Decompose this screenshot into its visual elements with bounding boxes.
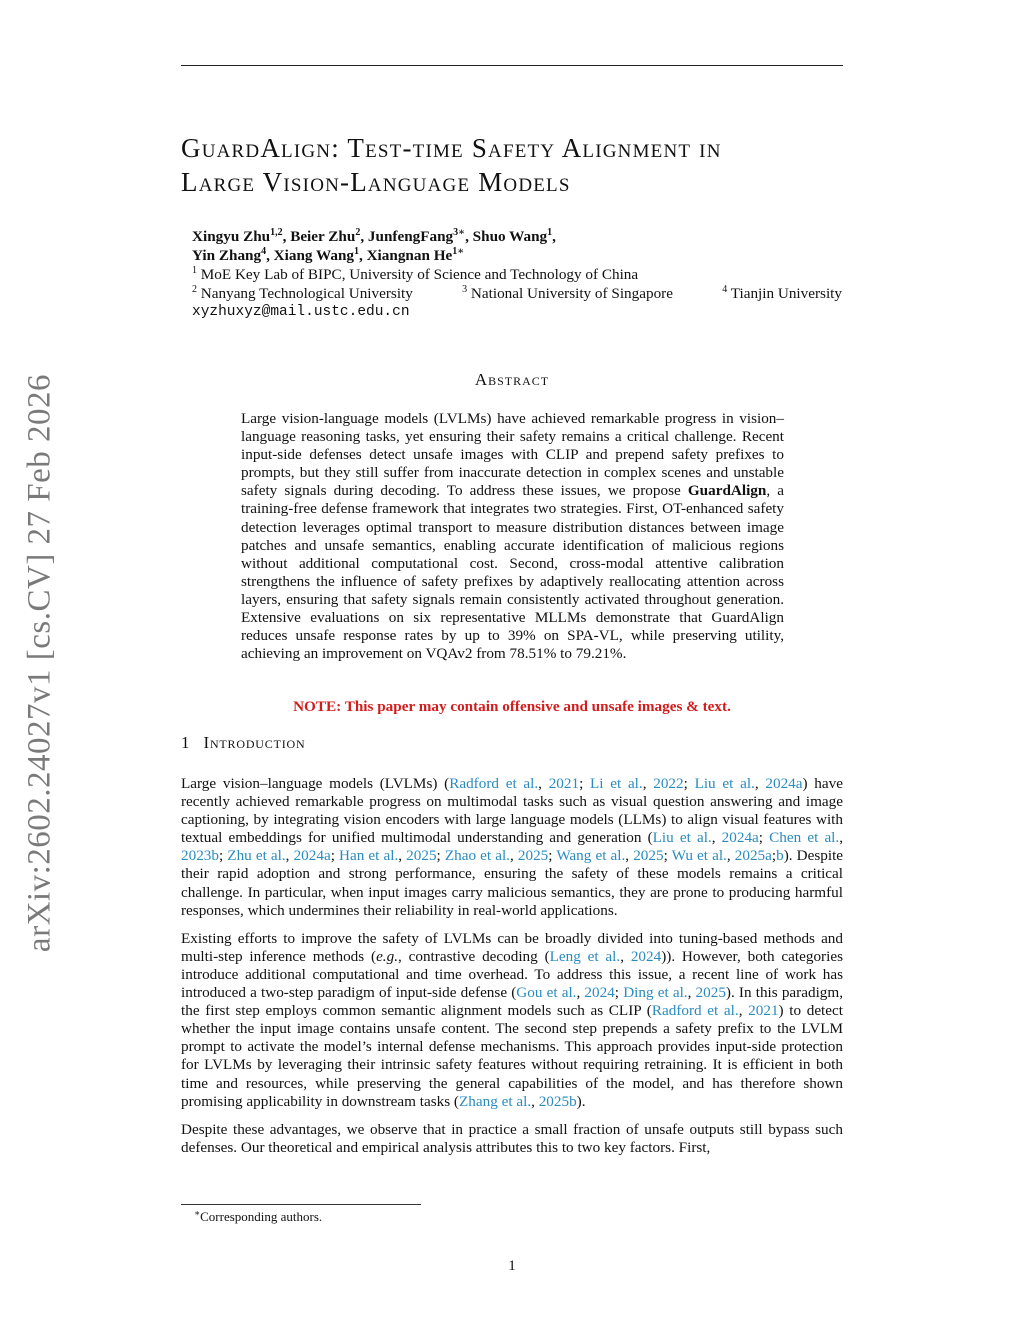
page-number: 1: [508, 1258, 516, 1274]
text-run: ,: [642, 775, 654, 792]
text-run: ;: [771, 847, 777, 865]
text-run: ,: [738, 1002, 749, 1020]
affiliation-number: 1: [192, 265, 197, 276]
citation-link[interactable]: Wang et al.: [556, 847, 626, 865]
paragraph-2: [181, 930, 843, 1111]
method-name: GuardAlign: [687, 482, 767, 500]
author-name: , Xiangnan He: [359, 247, 453, 264]
citation-link[interactable]: 2024: [630, 947, 662, 965]
citation-link[interactable]: Zhang et al.: [458, 1092, 532, 1110]
text-run: ,: [625, 847, 634, 865]
author-sup: 2: [355, 227, 361, 238]
citation-link[interactable]: Zhu et al.: [227, 847, 286, 865]
citation-link[interactable]: 2024a: [765, 775, 803, 792]
text-run: , contrastive decoding (: [398, 947, 550, 965]
paragraph-3: Despite these advantages, we observe that in practice a small fraction of unsafe outputs still bypass such defenses. Our theoretical and empirical analysis attributes this to two key factors. First,: [181, 1120, 843, 1156]
abstract-part: , a training-free defense framework that integrates two strategies. First, OT-enhanced safety detection leverages optimal transport to measure distribution distances between image patches and unsafe semantics, enabling accurate identification of malicious regions without additional computational cost. Second, cross-modal attentive calibration strengthens the influence of safety prefixes by adaptively reallocating attention across layers, ensuring that safety signals remain consistently activated throughout generation. Extensive evaluations on six representative MLLMs demonstrate that GuardAlign reduces unsafe response rates by up to 39% on SPA-VL, while preserving utility, achieving an improvement on VQAv2 from 78.51% to 79.21%.: [241, 482, 784, 663]
affiliation-number: 3: [462, 284, 468, 295]
citation-link[interactable]: 2025: [695, 984, 726, 1002]
text-run: Large vision–language models (LVLMs) (: [181, 775, 450, 792]
citation-link[interactable]: 2021: [548, 775, 580, 792]
affiliation-text: National University of Singapore: [467, 285, 673, 302]
arxiv-sidebar-stamp: [0, 0, 80, 1325]
text-run: ;: [663, 847, 672, 865]
citation-link[interactable]: Ding et al.: [623, 984, 688, 1002]
author-name: , Xiang Wang: [266, 247, 354, 264]
author-name: Xingyu Zhu: [192, 228, 271, 245]
text-run: ,: [754, 775, 766, 792]
text-run: ,: [839, 829, 843, 847]
text-run: Existing efforts to improve the safety of LVLMs can be broadly divided into tuning-based methods and multi-step inference methods (: [181, 929, 843, 965]
text-run: ,: [576, 984, 585, 1002]
footnote-mark: ∗: [194, 1208, 201, 1218]
citation-link[interactable]: 2024: [584, 984, 615, 1002]
text-run: ,: [711, 829, 722, 847]
affiliation-number: 2: [192, 284, 197, 295]
text-run: ).: [576, 1092, 586, 1110]
section-title: Introduction: [203, 733, 306, 752]
affiliation-1: [192, 265, 852, 284]
abstract-part: Large vision-language models (LVLMs) have achieved remarkable progress in vision–language reasoning tasks, yet ensuring their safety remains a critical challenge. Recent input-side defenses detect unsafe images with CLIP and prepend safety prefixes to prompts, but they still suffer from inaccurate detection in complex scenes and unstable safety signals during decoding. To address these issues, we propose: [241, 410, 784, 500]
text-run: ;: [436, 847, 445, 865]
footnote-rule: [181, 1204, 421, 1205]
author-sup: 4: [261, 246, 267, 257]
text-run: ,: [398, 847, 407, 865]
citation-link[interactable]: Zhao et al.: [444, 847, 510, 865]
text-run: ;: [579, 775, 591, 792]
author-email[interactable]: xyzhuxyz@mail.ustc.edu.cn: [192, 304, 410, 320]
citation-link[interactable]: 2025a: [734, 847, 772, 865]
citation-link[interactable]: 2025: [406, 847, 437, 865]
section-heading-introduction: [181, 733, 305, 753]
citation-link[interactable]: Wu et al.: [671, 847, 727, 865]
author-separator: ,: [552, 228, 556, 245]
abstract-text: [241, 410, 784, 663]
author-sup: 1: [547, 227, 553, 238]
author-sup: 1,2: [270, 227, 283, 238]
citation-link[interactable]: b: [776, 847, 784, 865]
title-line-2: Large Vision-Language Models: [181, 167, 571, 197]
author-sup: 3∗: [453, 227, 466, 238]
footnote-text: Corresponding authors.: [200, 1209, 323, 1224]
section-number: 1: [181, 733, 190, 752]
citation-link[interactable]: Li et al.: [590, 775, 643, 792]
text-run: ). Despite their rapid adoption and strong performance, ensuring the safety of these models remains a critical challenge. In particular, when input images carry malicious semantics, they are prone to producing harmful responses, which undermines their reliability in real-world applications.: [181, 847, 844, 919]
paper-title: [181, 131, 851, 199]
footnote: [194, 1209, 322, 1225]
citation-link[interactable]: 2025: [633, 847, 664, 865]
text-run: ,: [509, 847, 518, 865]
text-run: ). In this paradigm, the first step employs common semantic alignment models such as CLIP (: [181, 984, 843, 1020]
author-name: , JunfengFang: [360, 228, 454, 245]
text-run: ,: [726, 847, 735, 865]
affiliation-row-2: [192, 284, 842, 303]
author-name: Yin Zhang: [192, 247, 262, 264]
citation-link[interactable]: 2025b: [538, 1092, 577, 1110]
citation-link[interactable]: 2024a: [721, 829, 759, 847]
author-line-1: [192, 227, 852, 246]
citation-link[interactable]: Radford et al.: [449, 775, 539, 792]
body-text: [181, 775, 843, 1167]
citation-link[interactable]: 2024a: [293, 847, 331, 865]
content-warning-note: NOTE: This paper may contain offensive and unsafe images & text.: [293, 698, 731, 715]
text-run: ,: [538, 775, 549, 792]
top-rule: [181, 65, 843, 66]
citation-link[interactable]: Han et al.: [339, 847, 399, 865]
text-run: ;: [218, 847, 228, 865]
text-run: ,: [620, 947, 631, 965]
affiliation-3: [462, 284, 673, 303]
title-line-1: GuardAlign: Test-time Safety Alignment in: [181, 133, 722, 163]
author-sup: 1∗: [452, 246, 465, 257]
text-run: ,: [687, 984, 696, 1002]
affiliation-2: [192, 284, 413, 303]
author-line-2: [192, 246, 852, 265]
text-run: ;: [614, 984, 624, 1002]
text-run: ;: [683, 775, 695, 792]
paragraph-1: [181, 775, 843, 920]
citation-link[interactable]: Liu et al.: [694, 775, 755, 792]
arxiv-id-text: arXiv:2602.24027v1 [cs.CV] 27 Feb 2026: [21, 373, 58, 953]
text-run: ,: [285, 847, 294, 865]
text-run: ,: [531, 1092, 539, 1110]
text-run: ;: [548, 847, 557, 865]
text-run: ) to detect whether the input image contains unsafe content. The second step prepends a safety prefix to the LVLM prompt to activate the model’s internal defense mechanisms. This approach provides input-side protection for LVLMs by leveraging their intrinsic safety features without requiring retraining. It is efficient in both time and resources, while preserving the general capabilities of the model, and has therefore shown promising applicability in downstream tasks (: [181, 1002, 843, 1110]
affiliation-4: [722, 284, 842, 303]
affiliation-text: MoE Key Lab of BIPC, University of Science and Technology of China: [197, 266, 639, 283]
text-run: ) have recently achieved remarkable progress on multimodal tasks such as visual question answering and image captioning, by integrating vision encoders with large language models (LLMs) to align visual features with textual embeddings for unified multimodal understanding and generation (: [181, 775, 843, 847]
affiliation-text: Nanyang Technological University: [197, 285, 413, 302]
abstract-heading: Abstract: [474, 370, 550, 389]
citation-link[interactable]: 2022: [653, 775, 684, 792]
affiliation-text: Tianjin University: [727, 285, 842, 302]
text-run: ;: [330, 847, 340, 865]
citation-link[interactable]: Radford et al.: [651, 1002, 739, 1020]
citation-link[interactable]: 2021: [748, 1002, 779, 1020]
text-run: )). However, both categories introduce additional computational and time overhead. To address this issue, a recent line of work has introduced a two-step paradigm of input-side defense (: [181, 947, 843, 1002]
affiliation-number: 4: [722, 284, 728, 295]
author-name: , Beier Zhu: [282, 228, 356, 245]
citation-link[interactable]: Gou et al.: [516, 984, 577, 1002]
citation-link[interactable]: 2023b: [181, 847, 219, 865]
text-run: ;: [758, 829, 770, 847]
citation-link[interactable]: Chen et al.: [769, 829, 840, 847]
text-run-italic: e.g.: [376, 947, 398, 965]
author-sup: 1: [354, 246, 359, 257]
author-block: [192, 227, 852, 322]
citation-link[interactable]: Leng et al.: [549, 947, 621, 965]
citation-link[interactable]: 2025: [517, 847, 549, 865]
citation-link[interactable]: Liu et al.: [652, 829, 712, 847]
author-name: , Shuo Wang: [465, 228, 548, 245]
